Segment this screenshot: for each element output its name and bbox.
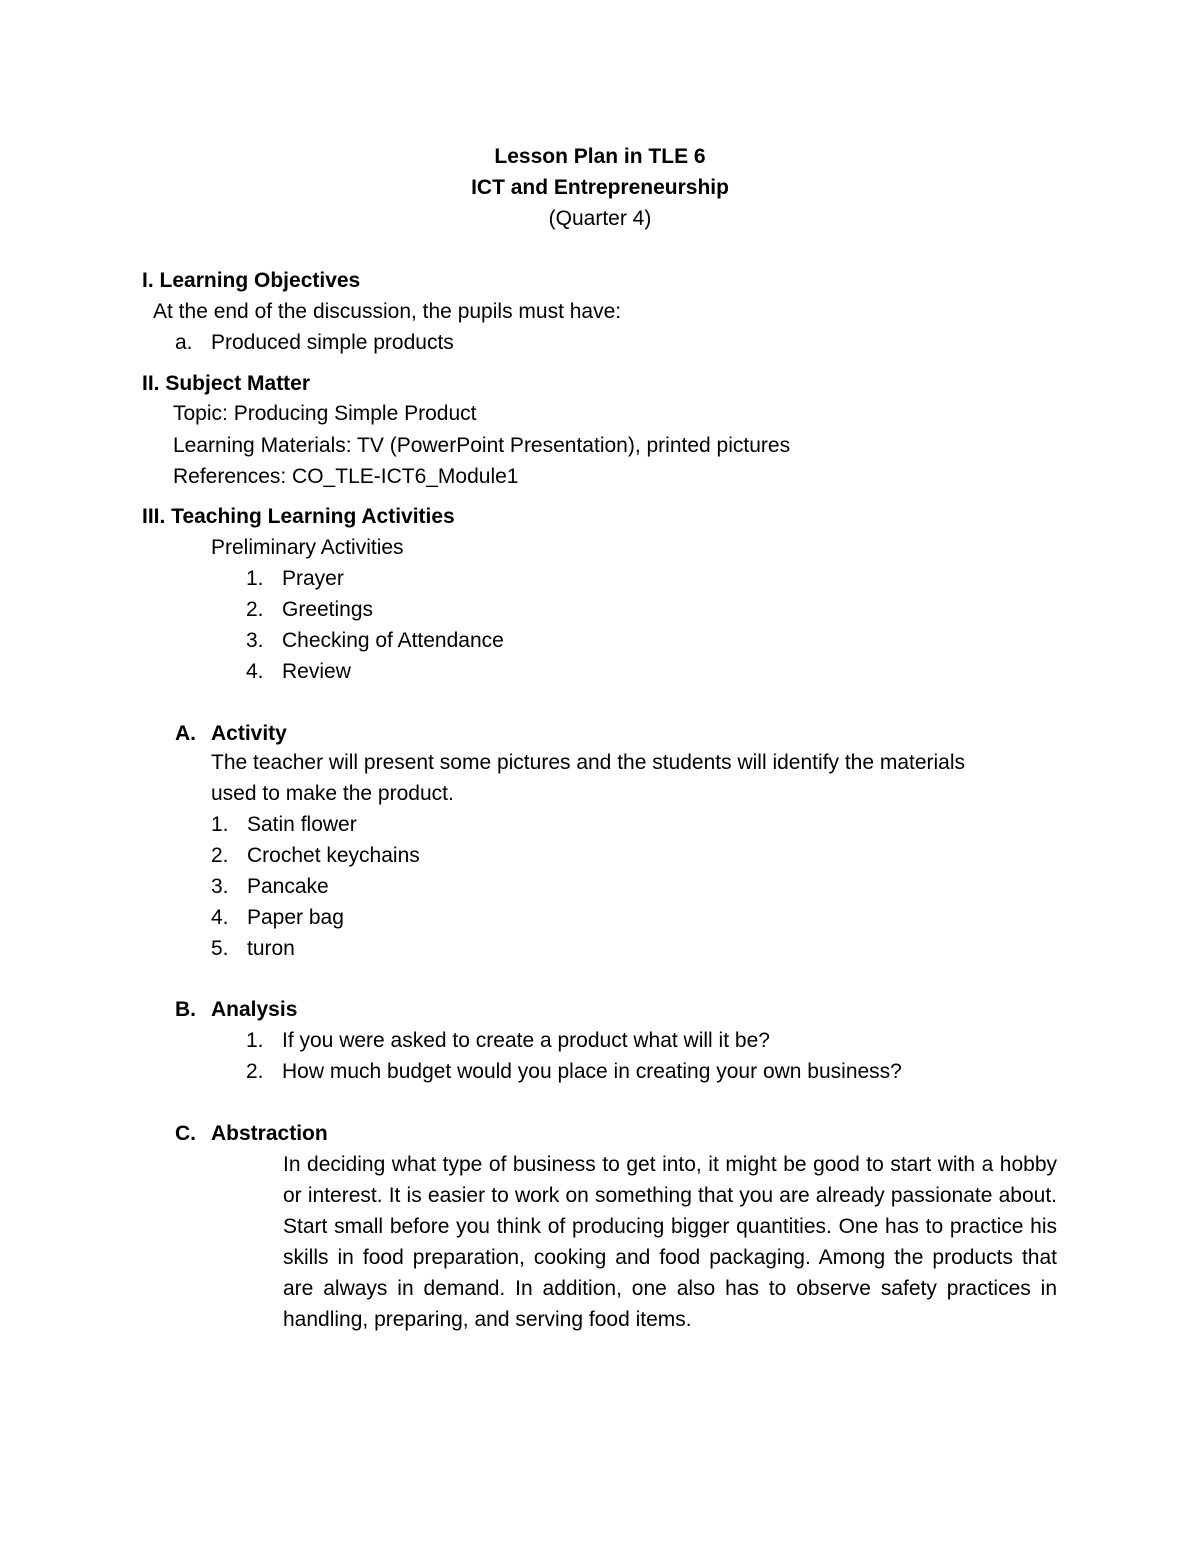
preliminary-text: Greetings bbox=[282, 598, 374, 621]
analysis-item-text: How much budget would you place in creating your own business? bbox=[282, 1060, 902, 1083]
analysis-item-text: If you were asked to create a product what will it be? bbox=[282, 1029, 770, 1052]
preliminary-text: Review bbox=[282, 660, 351, 683]
preliminary-label: Preliminary Activities bbox=[211, 536, 404, 559]
activity-heading bbox=[175, 718, 287, 749]
activity-marker: 4. bbox=[211, 906, 229, 929]
activities-heading: III. Teaching Learning Activities bbox=[142, 505, 455, 528]
activity-item-text: Satin flower bbox=[247, 813, 357, 836]
activity-text-line2: used to make the product. bbox=[211, 782, 454, 805]
subject-matter-heading: II. Subject Matter bbox=[142, 372, 311, 395]
analysis-item bbox=[246, 1025, 770, 1056]
activity-item bbox=[211, 840, 420, 871]
analysis-letter: B. bbox=[175, 998, 196, 1021]
activity-item bbox=[211, 809, 357, 840]
activity-letter: A. bbox=[175, 722, 196, 745]
analysis-item bbox=[246, 1056, 902, 1087]
activity-item bbox=[211, 933, 295, 964]
preliminary-marker: 3. bbox=[246, 629, 264, 652]
preliminary-item bbox=[246, 563, 344, 594]
preliminary-item bbox=[246, 594, 373, 625]
document-title: Lesson Plan in TLE 6 bbox=[494, 145, 706, 168]
subject-topic: Topic: Producing Simple Product bbox=[173, 402, 477, 425]
activity-title: Activity bbox=[211, 722, 287, 745]
activity-item-text: Pancake bbox=[247, 875, 329, 898]
analysis-heading bbox=[175, 994, 297, 1025]
activity-text-line1: The teacher will present some pictures and the students will identify the materials bbox=[211, 751, 966, 774]
objective-text: Produced simple products bbox=[211, 331, 454, 354]
preliminary-marker: 2. bbox=[246, 598, 264, 621]
preliminary-marker: 1. bbox=[246, 567, 264, 590]
objective-marker: a. bbox=[175, 331, 193, 354]
abstraction-letter: C. bbox=[175, 1122, 196, 1145]
subject-references: References: CO_TLE-ICT6_Module1 bbox=[173, 465, 519, 488]
document-subtitle: ICT and Entrepreneurship bbox=[471, 176, 729, 199]
abstraction-heading bbox=[175, 1118, 328, 1149]
activity-item bbox=[211, 871, 329, 902]
objectives-heading: I. Learning Objectives bbox=[142, 269, 361, 292]
preliminary-item bbox=[246, 656, 351, 687]
quarter-label: (Quarter 4) bbox=[548, 207, 652, 230]
analysis-marker: 2. bbox=[246, 1060, 264, 1083]
abstraction-title: Abstraction bbox=[211, 1122, 328, 1145]
preliminary-marker: 4. bbox=[246, 660, 264, 683]
activity-marker: 5. bbox=[211, 937, 229, 960]
analysis-title: Analysis bbox=[211, 998, 298, 1021]
activity-marker: 3. bbox=[211, 875, 229, 898]
analysis-marker: 1. bbox=[246, 1029, 264, 1052]
abstraction-paragraph: In deciding what type of business to get into, it might be good to start with a hobby or interest. It is easier to work on something that you are already passionate about. Start small before you think of producing bigger quantities. One has to practice his skills in food preparation, cooking and food packaging. Among the products that are always in demand. In addition, one also has to observe safety practices in handling, preparing, and serving food items. bbox=[283, 1153, 1057, 1331]
activity-marker: 1. bbox=[211, 813, 229, 836]
preliminary-text: Checking of Attendance bbox=[282, 629, 504, 652]
preliminary-item bbox=[246, 625, 504, 656]
objective-item bbox=[175, 327, 454, 358]
activity-item-text: turon bbox=[247, 937, 295, 960]
preliminary-text: Prayer bbox=[282, 567, 344, 590]
activity-item bbox=[211, 902, 344, 933]
activity-item-text: Crochet keychains bbox=[247, 844, 420, 867]
activity-item-text: Paper bag bbox=[247, 906, 344, 929]
activity-marker: 2. bbox=[211, 844, 229, 867]
objectives-intro: At the end of the discussion, the pupils must have: bbox=[153, 300, 622, 323]
subject-materials: Learning Materials: TV (PowerPoint Presentation), printed pictures bbox=[173, 434, 791, 457]
